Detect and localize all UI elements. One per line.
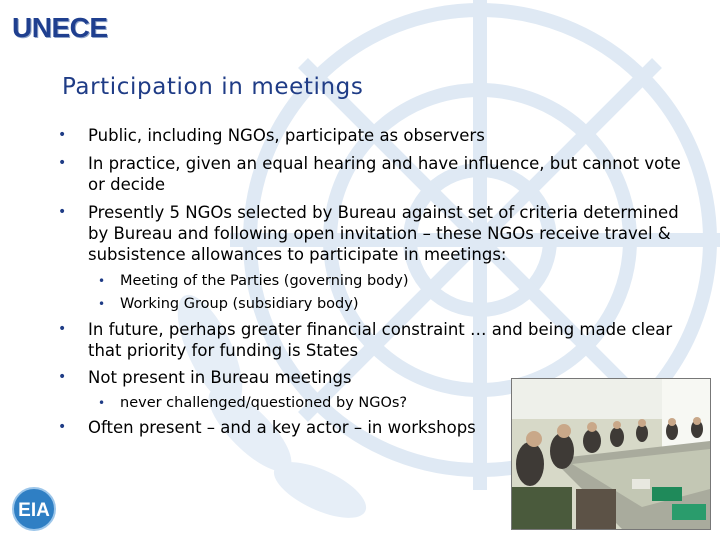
sub-bullet-item [98, 271, 620, 291]
bullet-text: Presently 5 NGOs selected by Bureau against set of criteria determined by Bureau and following open invitation – these NGOs receive travel & subsistence allowances to participate in meetings: [88, 203, 679, 264]
bullet-text: In practice, given an equal hearing and have influence, but cannot vote or decide [88, 154, 681, 194]
bullet-item [58, 153, 688, 195]
bullet-dot-icon: • [98, 396, 106, 410]
bullet-text: In future, perhaps greater financial constraint … and being made clear that priority for funding is States [88, 320, 673, 360]
slide-title: Participation in meetings [62, 74, 364, 100]
bullet-text: never challenged/questioned by NGOs? [120, 395, 408, 411]
bullet-dot-icon: • [58, 155, 67, 171]
bullet-text: Meeting of the Parties (governing body) [120, 273, 409, 289]
bullet-item [58, 202, 688, 265]
eia-logo-icon [8, 487, 60, 531]
bullet-dot-icon: • [58, 204, 67, 220]
bullet-item [58, 319, 688, 361]
bullet-text: Not present in Bureau meetings [88, 368, 352, 387]
bullet-dot-icon: • [98, 297, 106, 311]
eia-logo-text: EIA [18, 500, 50, 521]
sub-bullet-item [98, 294, 620, 314]
bullet-text: Working Group (subsidiary body) [120, 296, 359, 312]
bullet-dot-icon: • [98, 274, 106, 288]
bullet-dot-icon: • [58, 321, 67, 337]
bullet-text: Public, including NGOs, participate as observers [88, 126, 485, 145]
bullet-dot-icon: • [58, 127, 67, 143]
bullet-item [58, 417, 508, 438]
bullet-dot-icon: • [58, 419, 67, 435]
meeting-room-photo-icon [511, 378, 711, 530]
bullet-text: Often present – and a key actor – in workshops [88, 418, 476, 437]
bullet-dot-icon: • [58, 369, 67, 385]
bullet-item [58, 125, 688, 146]
unece-logo: UNECE [12, 12, 108, 43]
